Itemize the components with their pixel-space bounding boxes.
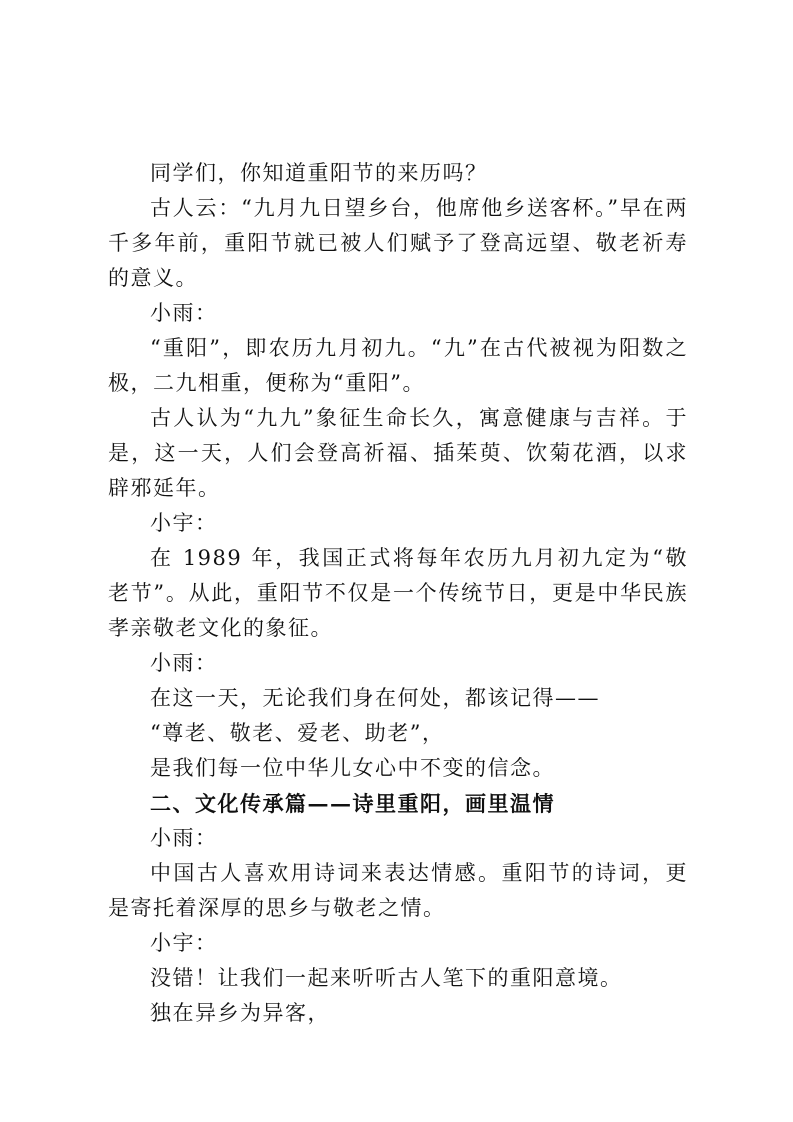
speaker-xiaoyu2-2: 小宇： <box>150 931 218 955</box>
speaker-xiaoyu-2: 小雨： <box>150 651 218 675</box>
speaker-xiaoyu-1: 小雨： <box>150 301 218 325</box>
paragraph-chongyang-meaning: “重阳”，即农历九月初九。“九”在古代被视为阳数之极，二九相重，便称为“重阳”。 <box>108 336 688 395</box>
paragraph-poem-line: 独在异乡为异客， <box>150 1001 330 1025</box>
paragraph-senior-day: 在 1989 年，我国正式将每年农历九月初九定为“敬老节”。从此，重阳节不仅是一个传统节日，更是中华民族孝亲敬老文化的象征。 <box>108 546 688 640</box>
paragraph-poetry: 中国古人喜欢用诗词来表达情感。重阳节的诗词，更是寄托着深厚的思乡与敬老之情。 <box>108 861 688 920</box>
paragraph-question: 同学们，你知道重阳节的来历吗？ <box>150 161 488 185</box>
paragraph-ancient-poem: 古人云：“九月九日望乡台，他席他乡送客杯。”早在两千多年前，重阳节就已被人们赋予了登高远望、敬老祈寿的意义。 <box>108 196 688 290</box>
paragraph-customs: 古人认为“九九”象征生命长久，寓意健康与吉祥。于是，这一天，人们会登高祈福、插茱萸、饮菊花酒，以求辟邪延年。 <box>108 406 688 500</box>
paragraph-respect-elders: “尊老、敬老、爱老、助老”， <box>150 721 445 745</box>
paragraph-belief: 是我们每一位中华儿女心中不变的信念。 <box>150 756 555 780</box>
paragraph-remember: 在这一天，无论我们身在何处，都该记得—— <box>150 686 600 710</box>
section-heading: 二、文化传承篇——诗里重阳，画里温情 <box>150 791 555 816</box>
speaker-xiaoyu-3: 小雨： <box>150 826 218 850</box>
document-body <box>108 156 688 1031</box>
paragraph-listen: 没错！让我们一起来听听古人笔下的重阳意境。 <box>150 966 623 990</box>
speaker-xiaoyu2-1: 小宇： <box>150 511 218 535</box>
